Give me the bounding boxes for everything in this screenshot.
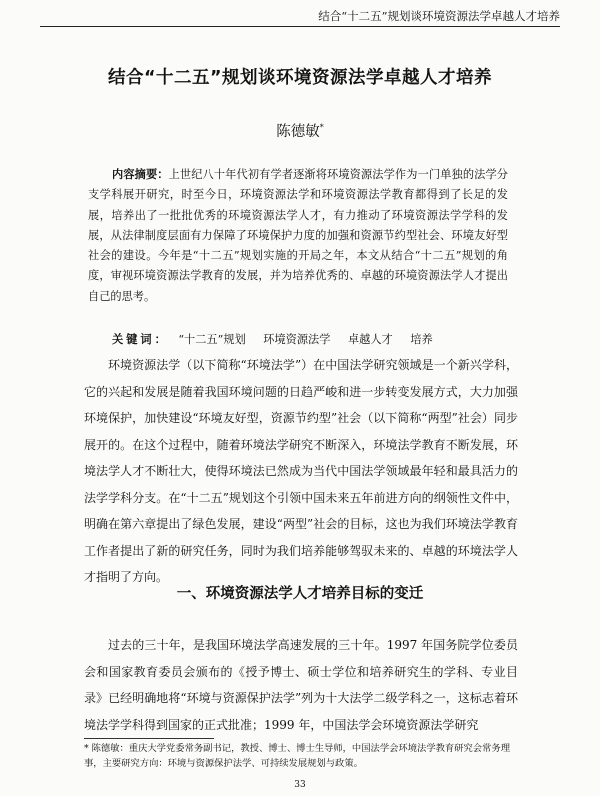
body-paragraph: 过去的三十年，是我国环境法学高速发展的三十年。1997 年国务院学位委员会和国家教育委员会颁布的《授予博士、硕士学位和培养研究生的学科、专业目录》已经明确地将“环境与资源保护法学”列为十大法学二级学科之一，这标志着环境法学学科得到国家的正式批准；1999 年，中国法学会环境资源法学研究 xyxy=(84,638,518,732)
author-line xyxy=(0,120,600,141)
keywords xyxy=(112,330,447,349)
body-paragraph: 环境资源法学（以下简称“环境法学”）在中国法学研究领域是一个新兴学科，它的兴起和发展是随着我国环境问题的日趋严峻和进一步转变发展方式，大力加强环境保护，加快建设“环境友好型，资源节约型”社会（以下简称“两型”社会）同步展开的。在这个过程中，随着环境法学研究不断深入，环境法学教育不断发展，环境法学人才不断壮大，使得环境法已然成为当代中国法学领域最年轻和最具活力的法学学科分支。在“十二五”规划这个引领中国未来五年前进方向的纲领性文件中，明确在第六章提出了绿色发展，建设“两型”社会的目标，这也为我们环境法学教育工作者提出了新的研究任务，同时为我们培养能够驾驭未来的、卓越的环境法学人才指明了方向。 xyxy=(84,358,518,584)
author-footnote-mark: * xyxy=(319,123,324,133)
page-number: 33 xyxy=(294,780,306,790)
footnote: * 陈德敏：重庆大学党委常务副书记，教授、博士、博士生导师，中国法学会环境法学教育研究会常务理事，主要研究方向：环境与资源保护法学、可持续发展规划与政策。 xyxy=(84,743,510,769)
abstract xyxy=(88,164,508,307)
running-title: 结合“十二五”规划谈环境资源法学卓越人才培养 xyxy=(318,9,560,23)
keywords-label: 关键词： xyxy=(112,332,169,346)
running-header xyxy=(40,6,560,27)
article-title: 结合“十二五”规划谈环境资源法学卓越人才培养 xyxy=(107,68,492,88)
section-heading: 一、环境资源法学人才培养目标的变迁 xyxy=(176,586,424,602)
keyword-item: “十二五”规划 xyxy=(178,333,246,346)
abstract-label: 内容摘要： xyxy=(112,167,169,181)
author-name: 陈德敏 xyxy=(276,124,320,140)
keyword-item: 环境资源法学 xyxy=(263,333,331,346)
abstract-text: 上世纪八十年代初有学者逐渐将环境资源法学作为一门单独的法学分支学科展开研究，时至今日，环境资源法学和环境资源法学教育都得到了长足的发展，培养出了一批批优秀的环境资源法学人才，有力推动了环境资源法学学科的发展，从法律制度层面有力保障了环境保护力度的加强和资源节约型社会、环境友好型社会的建设。今年是“十二五”规划实施的开局之年，本文从结合“十二五”规划的角度，审视环境资源法学教育的发展，并为培养优秀的、卓越的环境资源法学人才提出自己的思考。 xyxy=(88,168,508,303)
keyword-item: 卓越人才 xyxy=(347,333,393,346)
footnote-divider xyxy=(84,738,214,739)
keyword-item: 培养 xyxy=(410,333,433,346)
